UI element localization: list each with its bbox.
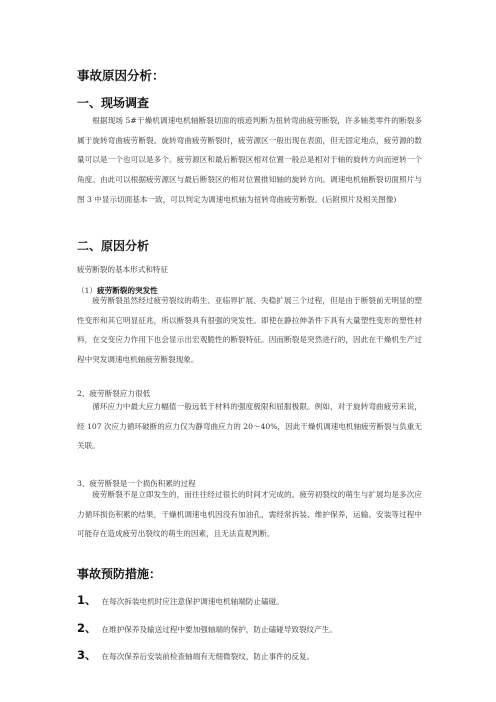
section-heading-site-investigation: 一、现场调查 [77, 96, 150, 110]
measure-item-2 [77, 620, 337, 636]
measure-number: 3、 [77, 648, 97, 662]
item1-label-prefix: （1） [77, 286, 98, 295]
prevention-measures-heading: 事故预防措施： [77, 567, 162, 581]
measure-item-3 [77, 647, 314, 663]
measure-number: 1、 [77, 593, 97, 607]
measure-text: 在维护保养及输送过程中要加强轴端的保护，防止磕碰导致裂纹产生。 [101, 625, 337, 634]
fatigue-forms-intro: 疲劳断裂的基本形式和特征 [77, 265, 169, 274]
item3-label: 3、疲劳断裂是一个损伤积累的过程 [77, 479, 196, 488]
item2-paragraph: 循环应力中最大应力幅值一般远低于材料的强度极限和屈服极限。例如，对于旋转弯曲疲劳来说，经 107 次应力循环破断的应力仅为静弯曲应力的 20～40%，因此干燥机调速电机轴疲劳断裂与负重无关联。 [77, 402, 422, 451]
item2-label: 2、疲劳断裂应力很低 [77, 389, 151, 398]
section-heading-cause-analysis: 二、原因分析 [77, 239, 150, 253]
measure-item-1 [77, 592, 284, 608]
item3-paragraph: 疲劳断裂不是立即发生的，而往往经过很长的时间才完成的。疲劳初裂纹的萌生与扩展均是多次应力循环损伤积累的结果，干燥机调速电机因没有加油孔，需经常拆装、维护保养，运输、安装等过程中可能存在造成疲劳出裂纹的萌生的因素，且无法直观判断。 [77, 490, 422, 539]
site-investigation-paragraph: 根据现场 5#干燥机调速电机轴断裂切面的痕迹判断为扭转弯曲疲劳断裂，许多轴类零件的断裂多属于旋转弯曲疲劳断裂。旋转弯曲疲劳断裂时，疲劳源区一般出现在表面，但无固定地点，疲劳源的数量可以是一个也可以是多个。疲劳源区和最后断裂区相对位置一般总是相对于轴的旋转方向而逆转一个角度。由此可以根据疲劳源区与最后断裂区的相对位置推知轴的旋转方向。调速电机轴断裂切面照片与图 3 中显示切面基本一致，可以判定为调速电机轴为扭转弯曲疲劳断裂。(后附照片及相关图像) [77, 116, 422, 204]
document-title: 事故原因分析： [77, 68, 165, 83]
measure-text: 在每次拆装电机时应注意保护调速电机轴端防止磕碰。 [101, 597, 284, 606]
measure-number: 2、 [77, 621, 97, 635]
measure-text: 在每次保养后安装前检查轴端有无细微裂纹，防止事件的反复。 [101, 652, 315, 661]
item1-label-bold: 疲劳断裂的突发性 [97, 286, 158, 295]
item1-paragraph: 疲劳断裂虽然经过疲劳裂纹的萌生、亚临界扩展、失稳扩展三个过程，但是由于断裂前无明显的塑性变形和其它明显征兆，所以断裂具有很强的突发性。即使在静拉伸条件下具有大量塑性变形的塑性材料，在交变应力作用下也会显示出宏观脆性的断裂特征。因而断裂是突然进行的，因此在干燥机生产过程中突发调速电机轴疲劳断裂现象。 [77, 296, 422, 365]
